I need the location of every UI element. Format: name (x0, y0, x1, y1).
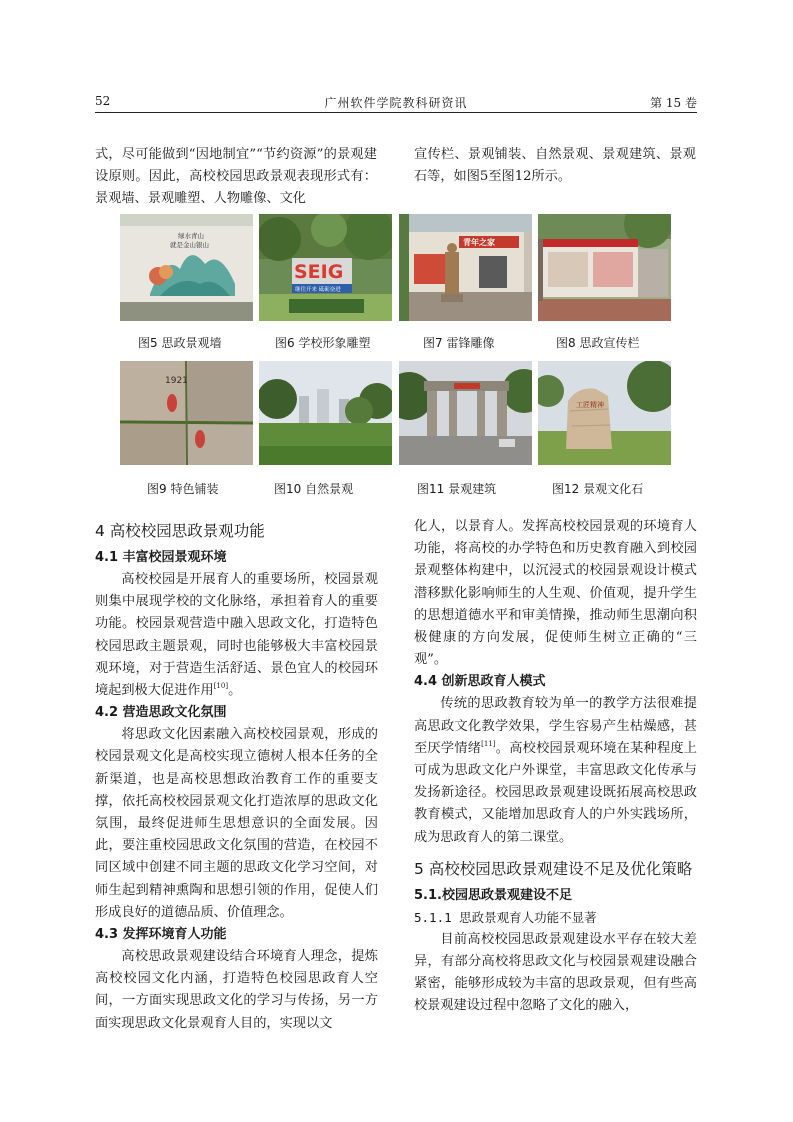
section-4-2-paragraph: 将思政文化因素融入高校校园景观，形成的校园景观文化是高校实现立德树人根本任务的全新渠道，也是高校思想政治教育工作的重要支撑，依托高校校园景观文化打造浓厚的思政文化氛围，最终促进师生思想意识的全面发展。因此，要注重校园思政文化氛围的营造，在校园不同区域中创建不同主题的思政文化学习空间，对师生起到精神熏陶和思想引领的作用，促使人们形成良好的道德品质、价值理念。 (95, 727, 378, 920)
section-4-heading: 4 高校校园思政景观功能 (95, 522, 265, 540)
section-4-4-heading: 4.4 创新思政育人模式 (414, 674, 546, 690)
section-5-heading: 5 高校校园思政景观建设不足及优化策略 (414, 859, 693, 878)
figure-caption: 图8 思政宣传栏 (556, 336, 640, 350)
running-header (95, 92, 697, 113)
intro-left-column (95, 144, 377, 211)
bulletin-board-photo (538, 214, 671, 321)
section-4-4-paragraph: 传统的思政教育较为单一的教学方法很难提高思政文化教学效果，学生容易产生枯燥感，甚至厌学情绪[11]。高校校园景观环境在某种程度上可成为思政文化户外课堂，丰富思政文化传承与发扬新途径。校园思政景观建设既拓展高校思政教育模式，又能增加思政育人的户外实践场所，成为思政育人的第二课堂。 (414, 696, 697, 845)
section-4-1-heading: 4.1 丰富校园景观环境 (95, 550, 227, 565)
intro-right-column (414, 144, 696, 188)
right-text-column (414, 516, 697, 1018)
figure-caption: 图10 自然景观 (274, 482, 354, 496)
section-4-2-heading: 4.2 营造思政文化氛围 (95, 705, 227, 721)
section-5-1-1-paragraph: 目前高校校园思政景观建设水平存在较大差异，有部分高校将思政文化与校园景观建设融合紧密，能够形成较为丰富的思政景观，但有些高校景观建设过程中忽略了文化的融入， (414, 931, 697, 1014)
journal-title: 广州软件学院教科研资讯 (324, 96, 468, 110)
figure-caption: 图12 景观文化石 (552, 482, 644, 496)
citation-11: [11] (481, 739, 496, 748)
fig6-sculpture-sign: 继往开来 砥砺奋进 (295, 287, 341, 293)
fig5-calligraphy-line1: 绿水青山 (178, 232, 204, 240)
section-4-3-paragraph-end: 化人，以景育人。发挥高校校园景观的环境育人功能，将高校的办学特色和历史教育融入到校园景观整体构建中，以沉浸式的校园景观设计模式潜移默化影响师生的人生观、价值观，提升学生的思想道德水平和审美情操，推动师生思潮向积极健康的方向发展，促使师生树立正确的“三观”。 (414, 519, 697, 668)
natural-landscape-photo (259, 361, 392, 465)
section-4-3-paragraph-start: 高校思政景观建设结合环境育人理念，提炼高校校园文化内涵，打造特色校园思政育人空间，一方面实现思政文化的学习与传扬，另一方面实现思政文化景观育人目的，实现以文 (95, 949, 378, 1031)
school-sculpture-photo (259, 214, 392, 321)
section-4-1-paragraph: 高校校园是开展育人的重要场所，校园景观则集中展现学校的文化脉络，承担着育人的重要功能。校园景观营造中融入思政文化，打造特色校园思政主题景观，同时也能够极大丰富校园景观环境，对于营造生活舒适、景色宜人的校园环境起到极大促进作用[10]。 (95, 572, 378, 699)
landscape-building-photo (399, 361, 532, 465)
section-5-1-1-heading: 5.1.1 思政景观育人功能不显著 (414, 909, 597, 925)
fig12-stone-text: 工匠精神 (576, 401, 604, 409)
page-number: 52 (95, 94, 111, 108)
fig9-paving-number: 1921 (165, 376, 188, 386)
paving-photo (120, 361, 253, 465)
section-4-3-heading: 4.3 发挥环境育人功能 (95, 927, 227, 943)
intro-left-text: 式，尽可能做到“因地制宜”“节约资源”的景观建设原则。因此，高校校园思政景观表现形式有：景观墙、景观雕塑、人物雕像、文化 (95, 147, 377, 207)
citation-10: [10] (213, 682, 229, 691)
figure-caption: 图7 雷锋雕像 (423, 336, 495, 350)
figure-caption: 图6 学校形象雕塑 (275, 336, 371, 350)
fig6-sculpture-letters: SEIG (294, 261, 344, 283)
intro-right-text: 宣传栏、景观铺装、自然景观、景观建筑、景观石等，如图5至图12所示。 (414, 147, 696, 185)
figure-caption: 图9 特色铺装 (147, 482, 219, 496)
figure-caption: 图5 思政景观墙 (138, 336, 222, 350)
volume-label: 第 15 卷 (650, 96, 697, 110)
figure-caption: 图11 景观建筑 (417, 482, 497, 496)
section-5-1-heading: 5.1.校园思政景观建设不足 (414, 887, 572, 903)
left-text-column (95, 519, 378, 1035)
fig5-calligraphy-line2: 就是金山银山 (170, 241, 209, 249)
leifeng-statue-photo (399, 214, 532, 321)
fig7-building-sign: 青年之家 (463, 238, 495, 247)
culture-stone-photo (538, 361, 671, 465)
landscape-wall-photo (120, 214, 253, 321)
